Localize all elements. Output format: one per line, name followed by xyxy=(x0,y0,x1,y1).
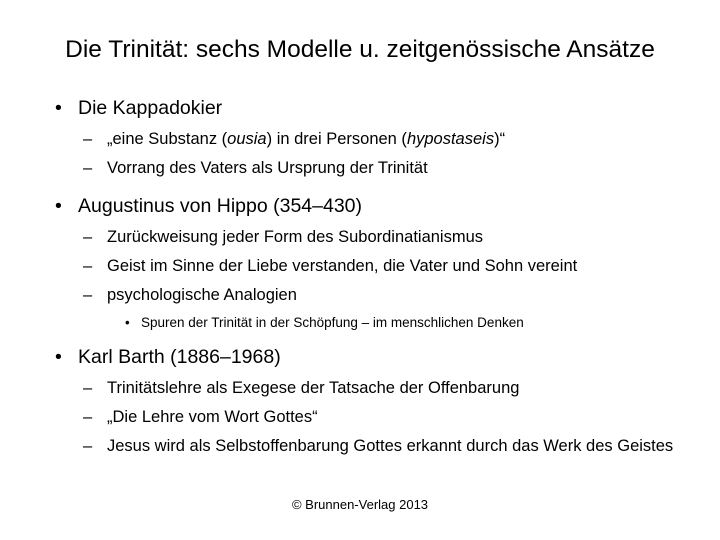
term-hypostaseis: hypostaseis xyxy=(406,130,495,148)
bullet-heading: Die Kappadokier xyxy=(78,97,223,119)
bullet-icon: • xyxy=(55,195,62,217)
sub-item xyxy=(55,407,675,428)
footer-copyright: © Brunnen-Verlag 2013 xyxy=(291,497,429,512)
bullet-heading: Karl Barth (1886–1968) xyxy=(78,346,281,368)
bullet-barth xyxy=(55,344,675,370)
dash-icon: – xyxy=(83,130,93,148)
sub-sub-item xyxy=(55,314,675,332)
text-part: „eine Substanz ( xyxy=(107,130,228,148)
sub-sub-item-text: Spuren der Trinität in der Schöpfung – im menschlichen Denken xyxy=(141,315,524,330)
sub-item xyxy=(55,378,675,399)
slide-body xyxy=(55,95,675,465)
sub-item xyxy=(55,129,675,150)
dash-icon: – xyxy=(83,379,93,397)
bullet-heading: Augustinus von Hippo (354–430) xyxy=(78,195,363,217)
sub-item-text: Vorrang des Vaters als Ursprung der Trinität xyxy=(107,159,428,177)
sub-item xyxy=(55,227,675,248)
sub-item xyxy=(55,158,675,179)
sub-item-text: Zurückweisung jeder Form des Subordinatianismus xyxy=(107,228,484,246)
dash-icon: – xyxy=(83,159,93,177)
bullet-icon: • xyxy=(125,315,130,330)
text-part: ) in drei Personen ( xyxy=(266,130,407,148)
sub-item-text: Geist im Sinne der Liebe verstanden, die Vater und Sohn vereint xyxy=(107,257,578,275)
slide-title: Die Trinität: sechs Modelle u. zeitgenössische Ansätze xyxy=(65,36,655,63)
dash-icon: – xyxy=(83,408,93,426)
bullet-icon: • xyxy=(55,346,62,368)
dash-icon: – xyxy=(83,286,93,304)
sub-item xyxy=(55,436,675,457)
bullet-kappadokier xyxy=(55,95,675,121)
sub-item xyxy=(55,256,675,277)
dash-icon: – xyxy=(83,257,93,275)
bullet-icon: • xyxy=(55,97,62,119)
sub-item-text: psychologische Analogien xyxy=(107,286,297,304)
sub-item-text: Trinitätslehre als Exegese der Tatsache der Offenbarung xyxy=(107,379,520,397)
sub-item-text xyxy=(107,129,697,150)
sub-item-text: „Die Lehre vom Wort Gottes“ xyxy=(107,408,318,426)
dash-icon: – xyxy=(83,228,93,246)
sub-item-text: Jesus wird als Selbstoffenbarung Gottes erkannt durch das Werk des Geistes xyxy=(107,437,674,455)
dash-icon: – xyxy=(83,437,93,455)
bullet-augustinus xyxy=(55,193,675,219)
sub-item xyxy=(55,285,675,306)
term-ousia: ousia xyxy=(227,130,267,148)
text-part: )“ xyxy=(494,130,506,148)
